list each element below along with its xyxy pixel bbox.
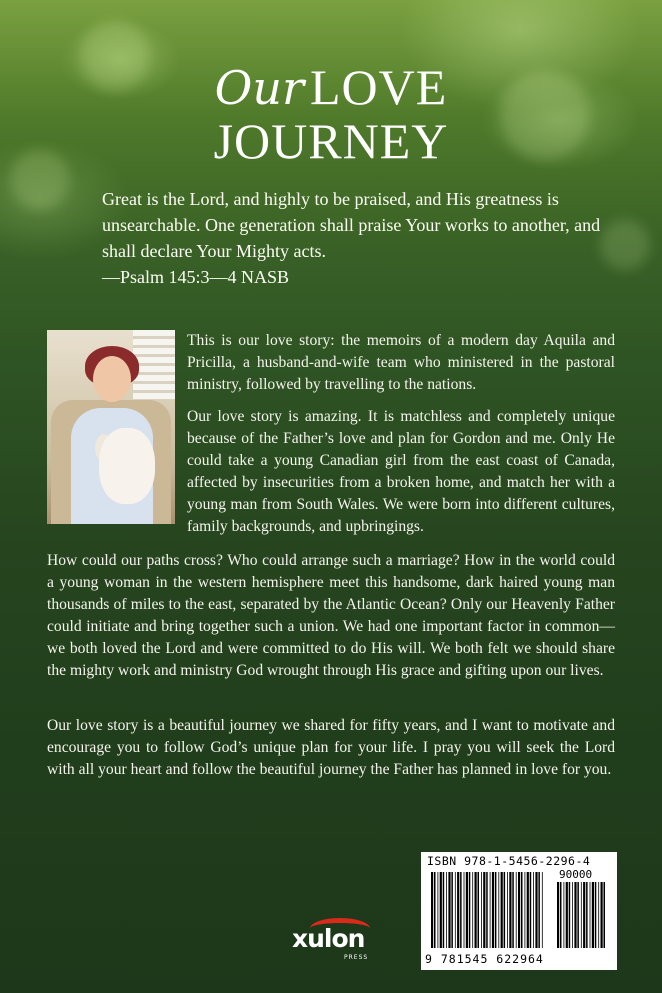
barcode-bar	[481, 872, 482, 948]
barcode-bar	[472, 872, 473, 948]
body-paragraph: Our love story is a beautiful journey we shared for fifty years, and I want to motivate and encourage you to follow God’s unique plan for your life. I pray you will seek the Lord with all your heart and follow the beautiful journey the Father has planned in love for you.	[47, 717, 615, 778]
barcode-bar	[492, 872, 494, 948]
publisher-sub: PRESS	[344, 954, 369, 961]
barcode-bar	[464, 872, 465, 948]
body-paragraph: Our love story is amazing. It is matchless and completely unique because of the Father’s love and plan for Gordon and me. Only He could take a young Canadian girl from the east coast of Canada, affected by insecurities from a broken home, and match her with a young man from South Wales. We were born into different cultures, family backgrounds, and upbringings.	[187, 408, 615, 535]
barcode-bar	[434, 872, 436, 948]
barcode-bar	[507, 872, 508, 948]
barcode-bar	[518, 872, 520, 948]
barcode-bar	[560, 882, 562, 948]
barcode-bar	[525, 872, 526, 948]
staircase-background	[133, 330, 175, 400]
barcode-bar	[590, 882, 591, 948]
barcode-bar	[542, 872, 543, 948]
barcode-main-bars	[431, 872, 543, 948]
barcode-bar	[431, 872, 433, 948]
isbn-barcode	[421, 852, 617, 970]
barcode-bar	[466, 872, 468, 948]
publisher-name: xulon	[292, 924, 365, 953]
barcode-bar	[455, 872, 456, 948]
barcode-bar	[438, 872, 439, 948]
barcode-bar	[512, 872, 514, 948]
barcode-bar	[478, 872, 480, 948]
title-second-line: JOURNEY	[213, 113, 449, 169]
barcode-bar	[527, 872, 529, 948]
book-title	[0, 58, 662, 170]
barcode-bar	[583, 882, 585, 948]
barcode-bar	[595, 882, 597, 948]
barcode-bar	[443, 872, 445, 948]
scripture-quote	[102, 186, 622, 290]
barcode-bar	[572, 882, 573, 948]
barcode-digits: 9 781545 622964	[425, 952, 544, 966]
barcode-bar	[604, 882, 606, 948]
barcode-bar	[581, 882, 582, 948]
scripture-text: Great is the Lord, and highly to be praised, and His greatness is unsearchable. One generation shall praise Your works to another, and shall declare Your Mighty acts.	[102, 189, 601, 261]
barcode-bar	[451, 872, 453, 948]
barcode-bar	[577, 882, 579, 948]
barcode-bar	[475, 872, 477, 948]
barcode-bar	[566, 882, 568, 948]
barcode-bar	[460, 872, 462, 948]
isbn-label: ISBN 978-1-5456-2296-4	[427, 854, 591, 868]
barcode-bar	[448, 872, 450, 948]
barcode-addon-bars	[557, 882, 607, 948]
body-paragraph: This is our love story: the memoirs of a modern day Aquila and Pricilla, a husband-and-wife team who ministered in the pastoral ministry, followed by travelling to the nations.	[187, 332, 615, 393]
barcode-bar	[586, 882, 588, 948]
barcode-bar	[564, 882, 565, 948]
barcode-bar	[592, 882, 594, 948]
poodle-dog	[99, 428, 155, 504]
barcode-bar	[498, 872, 499, 948]
barcode-bar	[457, 872, 459, 948]
author-photo	[47, 330, 175, 524]
barcode-bar	[509, 872, 511, 948]
barcode-bar	[440, 872, 442, 948]
barcode-bar	[469, 872, 471, 948]
barcode-bar	[535, 872, 537, 948]
body-paragraph: How could our paths cross? Who could arrange such a marriage? How in the world could a young woman in the western hemisphere meet this handsome, dark haired young man thousands of miles to the east, separated by the Atlantic Ocean? Only our Heavenly Father could initiate and bring together such a union. We had one important factor in common—we both loved the Lord and were committed to do His will. We both felt we should share the mighty work and ministry God wrought through His grace and gifting upon our lives.	[47, 552, 615, 679]
barcode-bar	[486, 872, 488, 948]
barcode-bar	[574, 882, 576, 948]
barcode-bar	[569, 882, 571, 948]
barcode-bar	[495, 872, 497, 948]
barcode-addon-number: 90000	[559, 868, 593, 881]
barcode-bar	[483, 872, 485, 948]
barcode-bar	[516, 872, 517, 948]
barcode-bar	[446, 872, 447, 948]
barcode-bar	[504, 872, 506, 948]
barcode-bar	[490, 872, 491, 948]
title-script-word: Our	[214, 61, 304, 115]
barcode-bar	[533, 872, 534, 948]
title-first-word: LOVE	[310, 59, 448, 115]
author-face	[93, 356, 131, 402]
barcode-bar	[538, 872, 540, 948]
barcode-bar	[557, 882, 559, 948]
barcode-bar	[521, 872, 523, 948]
publisher-logo	[292, 918, 376, 970]
barcode-bar	[530, 872, 532, 948]
barcode-bar	[598, 882, 599, 948]
barcode-bar	[501, 872, 503, 948]
barcode-bar	[601, 882, 603, 948]
scripture-citation: —Psalm 145:3—4 NASB	[102, 267, 290, 287]
